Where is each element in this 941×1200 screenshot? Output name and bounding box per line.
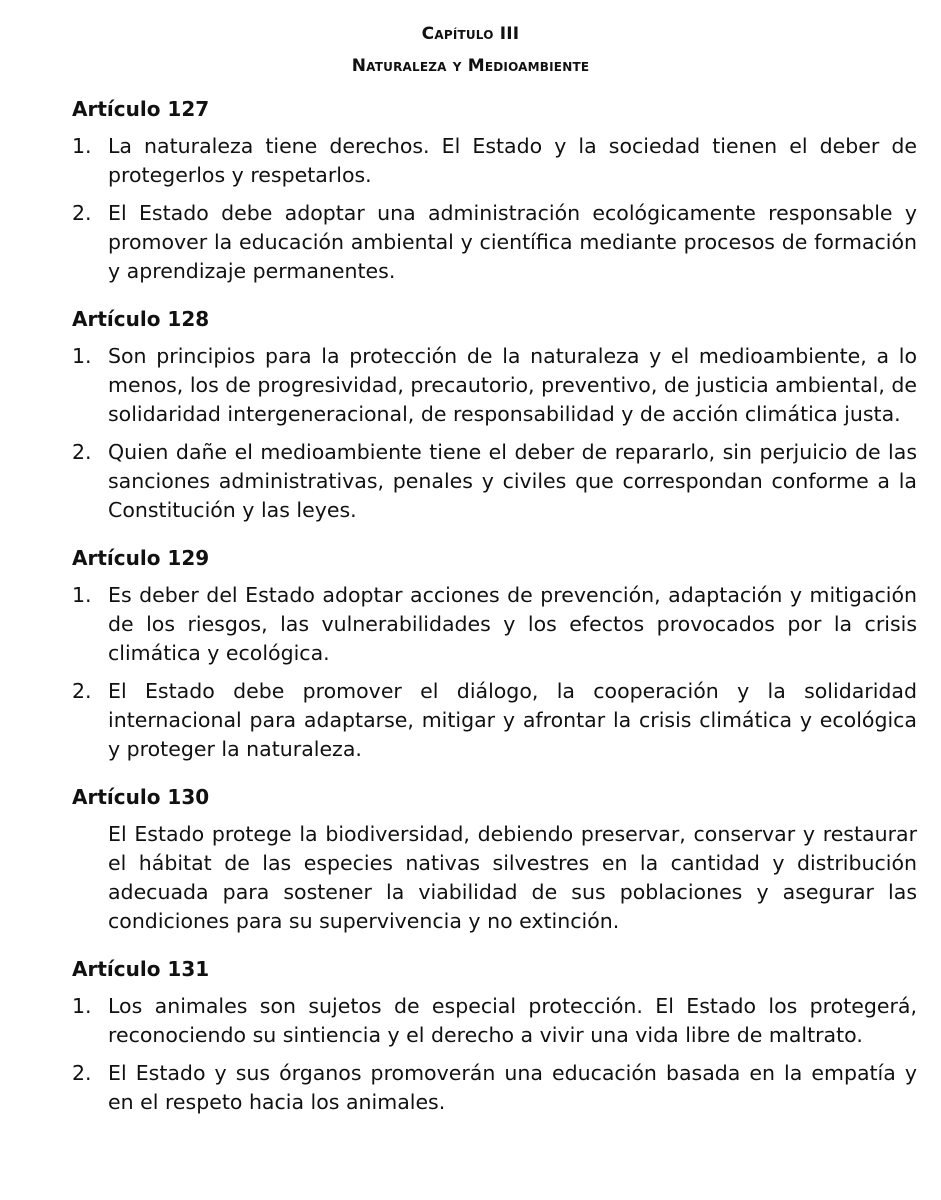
item-number: 2. bbox=[72, 440, 92, 464]
item-text: El Estado debe promover el diálogo, la cooperación y la solidaridad internacional para adaptarse, mitigar y afrontar la crisis climática y ecológica y proteger la naturaleza. bbox=[108, 679, 917, 761]
item-number: 2. bbox=[72, 201, 92, 225]
item-number: 1. bbox=[72, 344, 92, 368]
article-128 bbox=[72, 307, 917, 525]
item-number: 2. bbox=[72, 1061, 92, 1085]
article-131 bbox=[72, 957, 917, 1117]
item-text: Son principios para la protección de la naturaleza y el medioambiente, a lo menos, los de progresividad, precautorio, preventivo, de justicia ambiental, de solidaridad intergeneracional, de responsabilidad y de acción climática justa. bbox=[108, 344, 917, 426]
article-title: Artículo 127 bbox=[72, 97, 210, 121]
chapter-title: Naturaleza y Medioambiente bbox=[351, 56, 590, 76]
chapter-number: Capítulo III bbox=[421, 24, 520, 44]
article-items bbox=[72, 992, 917, 1117]
item-text: Quien dañe el medioambiente tiene el deber de repararlo, sin perjuicio de las sanciones administrativas, penales y civiles que correspondan conforme a la Constitución y las leyes. bbox=[108, 440, 917, 522]
article-130 bbox=[72, 785, 917, 936]
article-title: Artículo 131 bbox=[72, 957, 210, 981]
item-text: El Estado debe adoptar una administración ecológicamente responsable y promover la educación ambiental y científica mediante procesos de formación y aprendizaje permanentes. bbox=[108, 201, 917, 283]
list-item bbox=[72, 438, 917, 525]
article-paragraph: El Estado protege la biodiversidad, debiendo preservar, conservar y restaurar el hábitat de las especies nativas silvestres en la cantidad y distribución adecuada para sostener la viabilidad de sus poblaciones y asegurar las condiciones para su supervivencia y no extinción. bbox=[108, 822, 917, 933]
item-text: El Estado y sus órganos promoverán una educación basada en la empatía y en el respeto hacia los animales. bbox=[108, 1061, 917, 1114]
item-number: 1. bbox=[72, 994, 92, 1018]
article-items bbox=[72, 342, 917, 525]
list-item bbox=[72, 1059, 917, 1117]
list-item bbox=[72, 132, 917, 190]
list-item bbox=[72, 199, 917, 286]
article-items bbox=[72, 132, 917, 286]
list-item bbox=[72, 581, 917, 668]
item-text: Es deber del Estado adoptar acciones de prevención, adaptación y mitigación de los riesgos, las vulnerabilidades y los efectos provocados por la crisis climática y ecológica. bbox=[108, 583, 917, 665]
item-text: La naturaleza tiene derechos. El Estado y la sociedad tienen el deber de protegerlos y respetarlos. bbox=[108, 134, 917, 187]
item-number: 2. bbox=[72, 679, 92, 703]
list-item bbox=[72, 342, 917, 429]
list-item bbox=[72, 677, 917, 764]
article-129 bbox=[72, 546, 917, 764]
item-text: Los animales son sujetos de especial protección. El Estado los protegerá, reconociendo su sintiencia y el derecho a vivir una vida libre de maltrato. bbox=[108, 994, 917, 1047]
article-127 bbox=[72, 97, 917, 286]
item-number: 1. bbox=[72, 134, 92, 158]
article-title: Artículo 130 bbox=[72, 785, 210, 809]
item-number: 1. bbox=[72, 583, 92, 607]
article-title: Artículo 129 bbox=[72, 546, 210, 570]
chapter-heading bbox=[24, 24, 917, 76]
article-items bbox=[72, 581, 917, 764]
article-title: Artículo 128 bbox=[72, 307, 210, 331]
list-item bbox=[72, 992, 917, 1050]
